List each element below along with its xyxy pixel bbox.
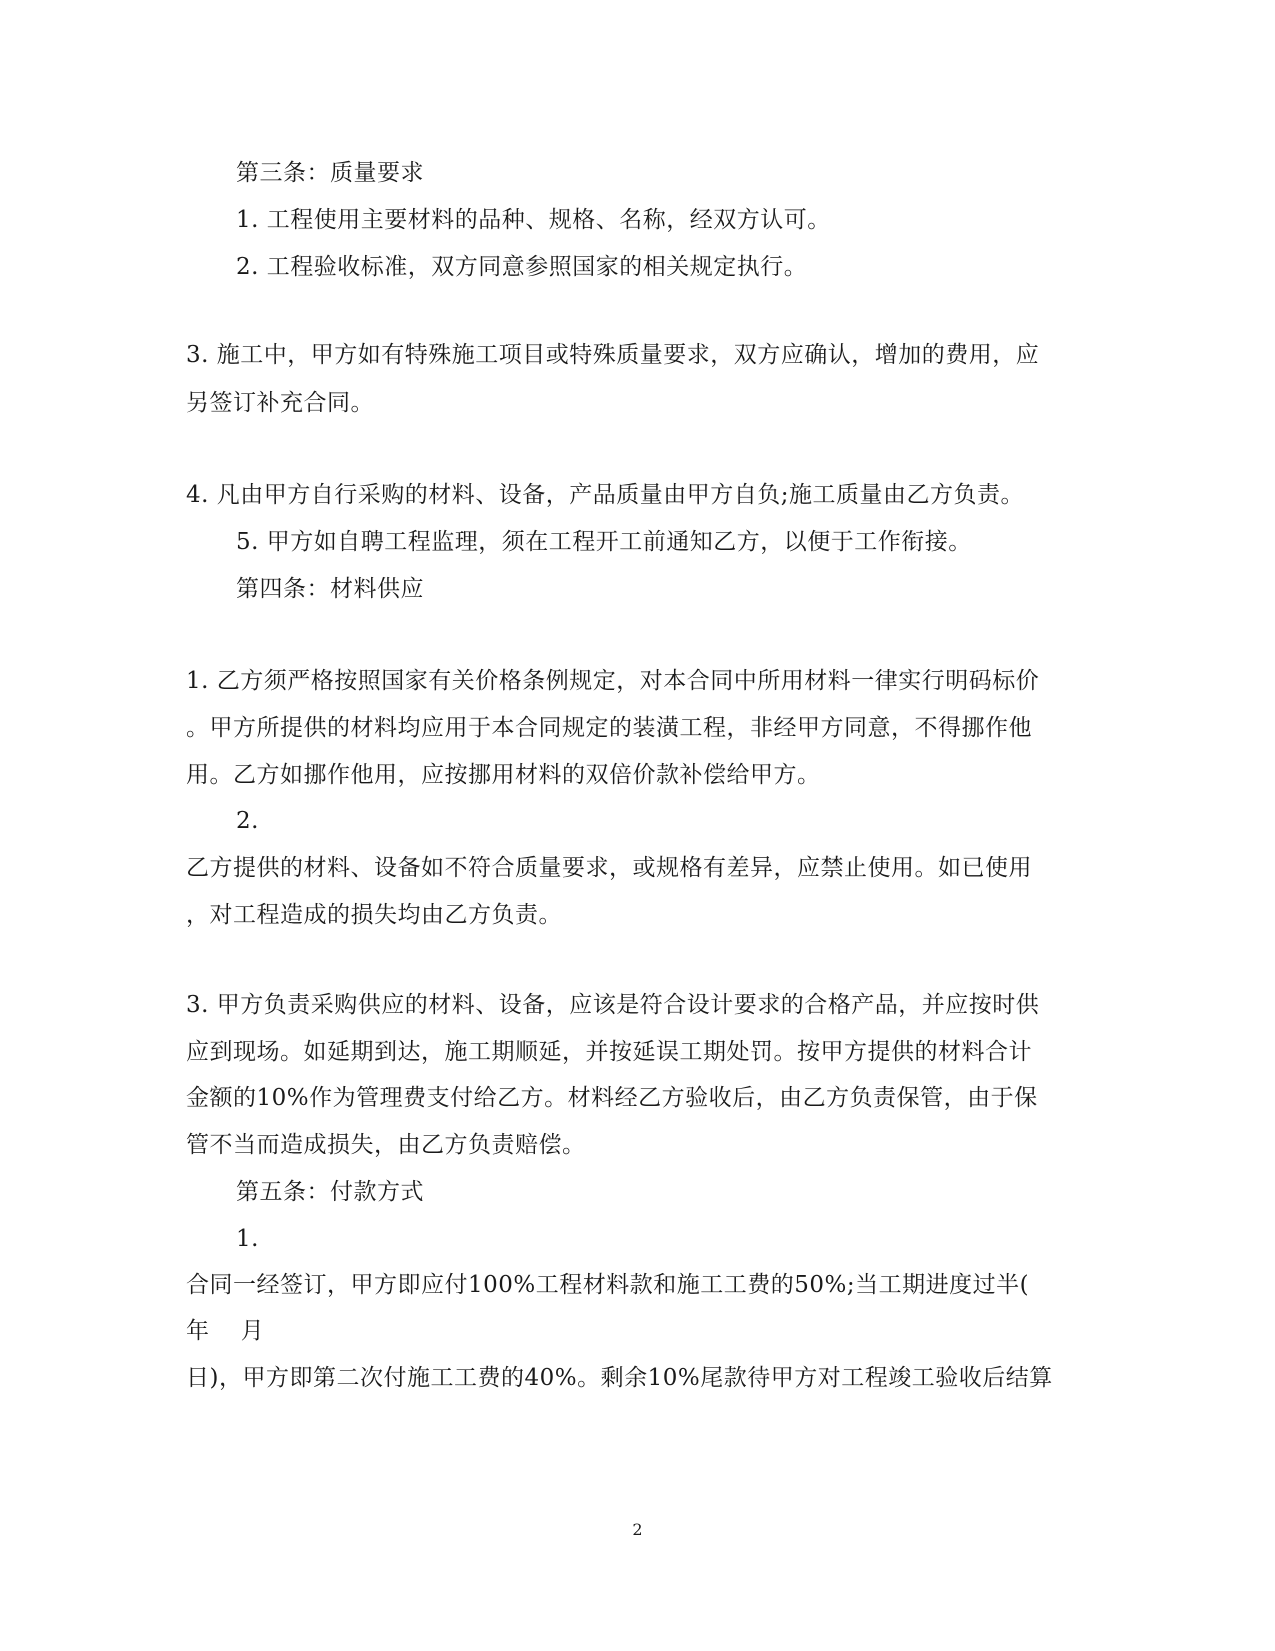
paragraph-line: 1. 工程使用主要材料的品种、规格、名称，经双方认可。 xyxy=(236,207,831,233)
article-3-heading: 第三条：质量要求 xyxy=(236,160,424,186)
paragraph-line: 年 月 xyxy=(186,1318,265,1344)
paragraph-line: 乙方提供的材料、设备如不符合质量要求，或规格有差异，应禁止使用。如已使用 xyxy=(186,855,1032,881)
paragraph-line: 2. xyxy=(236,808,259,834)
paragraph-line: 2. 工程验收标准，双方同意参照国家的相关规定执行。 xyxy=(236,254,808,280)
paragraph-line: 日)，甲方即第二次付施工工费的40%。剩余10%尾款待甲方对工程竣工验收后结算 xyxy=(186,1365,1053,1391)
paragraph-line: 金额的10%作为管理费支付给乙方。材料经乙方验收后，由乙方负责保管，由于保 xyxy=(186,1085,1038,1111)
paragraph-line: 3. 施工中，甲方如有特殊施工项目或特殊质量要求，双方应确认，增加的费用，应 xyxy=(186,342,1040,368)
article-4-heading: 第四条：材料供应 xyxy=(236,576,424,602)
paragraph-line: 5. 甲方如自聘工程监理，须在工程开工前通知乙方，以便于工作衔接。 xyxy=(236,529,972,555)
article-5-heading: 第五条：付款方式 xyxy=(236,1179,424,1205)
paragraph-line: 1. xyxy=(236,1226,259,1252)
paragraph-line: 应到现场。如延期到达，施工期顺延，并按延误工期处罚。按甲方提供的材料合计 xyxy=(186,1039,1032,1065)
paragraph-line: 合同一经签订，甲方即应付100%工程材料款和施工工费的50%;当工期进度过半( xyxy=(186,1272,1030,1298)
paragraph-line: 3. 甲方负责采购供应的材料、设备，应该是符合设计要求的合格产品，并应按时供 xyxy=(186,992,1040,1018)
paragraph-line: 4. 凡由甲方自行采购的材料、设备，产品质量由甲方自负;施工质量由乙方负责。 xyxy=(186,482,1025,508)
paragraph-line: 管不当而造成损失，由乙方负责赔偿。 xyxy=(186,1132,586,1158)
paragraph-line: 另签订补充合同。 xyxy=(186,390,374,416)
paragraph-line: 用。乙方如挪作他用，应按挪用材料的双倍价款补偿给甲方。 xyxy=(186,762,821,788)
paragraph-line: 1. 乙方须严格按照国家有关价格条例规定，对本合同中所用材料一律实行明码标价 xyxy=(186,668,1040,694)
page-number: 2 xyxy=(632,1520,643,1539)
paragraph-line: ，对工程造成的损失均由乙方负责。 xyxy=(186,902,562,928)
paragraph-line: 。甲方所提供的材料均应用于本合同规定的装潢工程，非经甲方同意，不得挪作他 xyxy=(186,715,1032,741)
